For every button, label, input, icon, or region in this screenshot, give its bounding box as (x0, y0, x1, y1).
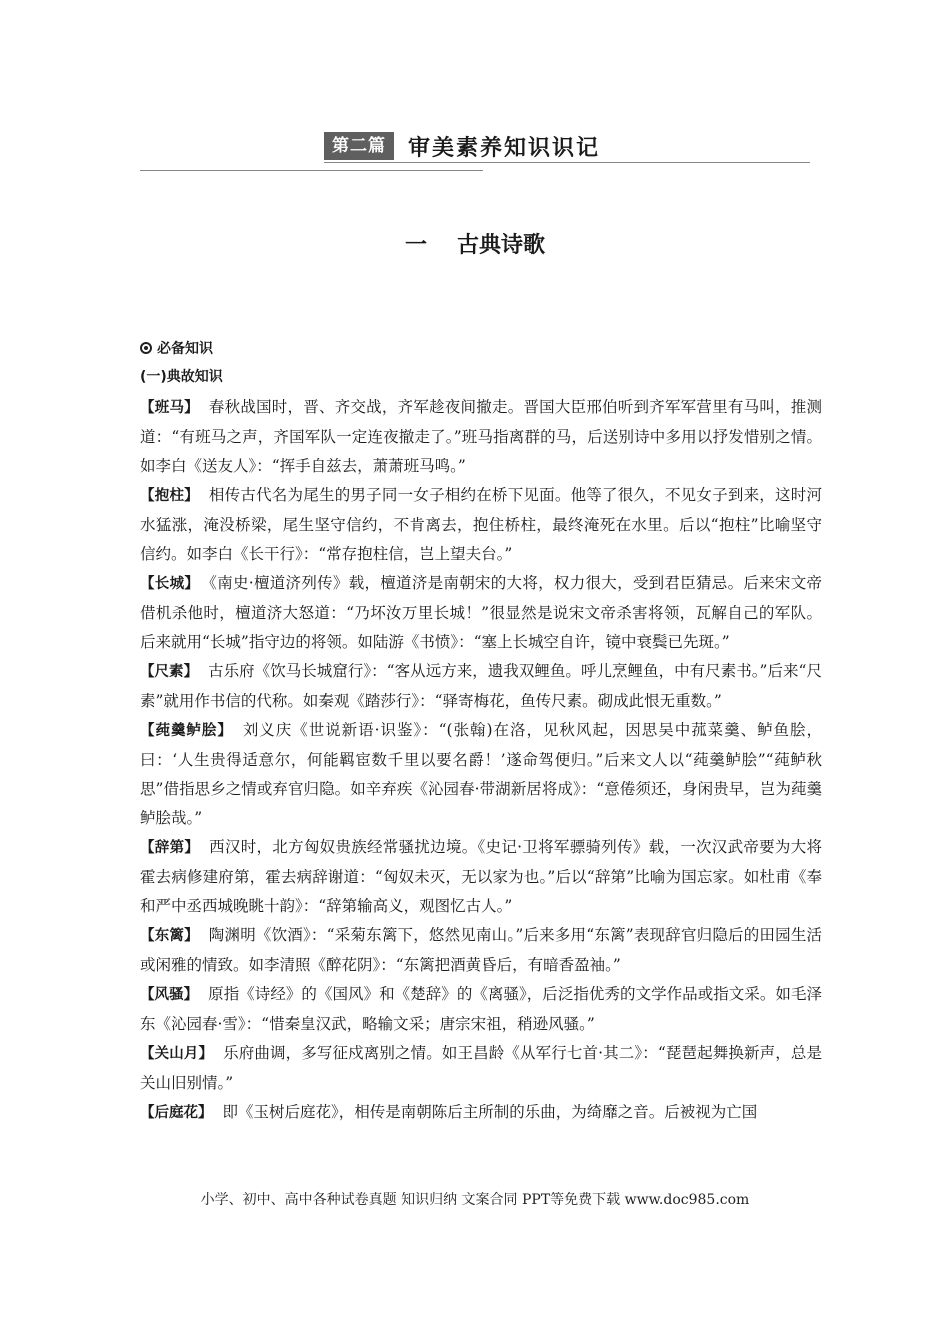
entry-text: 乐府曲调，多写征戍离别之情。如王昌龄《从军行七首·其二》：“琵琶起舞换新声，总是关山旧别情。” (140, 1044, 823, 1092)
must-know-label: 必备知识 (157, 341, 213, 357)
entry-houtinghua (140, 1098, 822, 1128)
header-rule-right (324, 162, 810, 163)
entry-term: 【风骚】 (140, 987, 199, 1003)
bullet-circle-icon (140, 342, 152, 354)
entry-text: 西汉时，北方匈奴贵族经常骚扰边境。《史记·卫将军骠骑列传》载，一次汉武帝要为大将霍去病修建府第，霍去病辞谢道：“匈奴未灭，无以家为也。”后以“辞第”比喻为国忘家。如杜甫《奉和严中丞西城晚眺十韵》：“辞第输高义，观图忆古人。” (140, 838, 823, 915)
entry-banma (140, 393, 822, 481)
subheading: (一)典故知识 (140, 369, 223, 385)
entry-term: 【长城】 (140, 576, 200, 592)
entry-fengsao (140, 980, 822, 1039)
entry-chisu (140, 657, 822, 716)
part-header (324, 131, 600, 161)
entry-term: 【关山月】 (140, 1046, 214, 1062)
entry-term: 【尺素】 (140, 664, 199, 680)
entry-term: 【莼羹鲈脍】 (140, 723, 233, 739)
entry-chungeng-lukuai (140, 716, 822, 833)
section-title (0, 228, 950, 259)
entry-text: 春秋战国时，晋、齐交战，齐军趁夜间撤走。晋国大臣邢伯听到齐军军营里有马叫，推测道：“有班马之声，齐国军队一定连夜撤走了。”班马指离群的马，后送别诗中多用以抒发惜别之情。如李白《送友人》：“挥手自兹去，萧萧班马鸣。” (140, 398, 822, 475)
footer-text: 小学、初中、高中各种试卷真题 知识归纳 文案合同 PPT等免费下载 www.doc985.com (200, 1192, 750, 1208)
entry-text: 古乐府《饮马长城窟行》：“客从远方来，遗我双鲤鱼。呼儿烹鲤鱼，中有尺素书。”后来“尺素”就用作书信的代称。如秦观《踏莎行》：“驿寄梅花，鱼传尺素。砌成此恨无重数。” (140, 662, 822, 710)
entry-term: 【抱柱】 (140, 488, 199, 504)
entry-text: 即《玉树后庭花》，相传是南朝陈后主所制的乐曲，为绮靡之音。后被视为亡国 (222, 1103, 758, 1121)
entry-text: 原指《诗经》的《国风》和《楚辞》的《离骚》，后泛指优秀的文学作品或指文采。如毛泽东《沁园春·雪》：“惜秦皇汉武，略输文采；唐宗宋祖，稍逊风骚。” (140, 985, 822, 1033)
entry-term: 【东篱】 (140, 928, 199, 944)
entry-list (140, 393, 822, 1128)
entry-guanshanyue (140, 1039, 822, 1098)
section-title-text: 古典诗歌 (457, 233, 546, 258)
entry-baozhu (140, 481, 822, 569)
header-rule-left (140, 170, 483, 171)
part-tag: 第二篇 (324, 132, 394, 160)
entry-term: 【辞第】 (140, 840, 200, 856)
section-number: 一 (404, 233, 427, 258)
must-know-heading (140, 338, 213, 358)
entry-dongli (140, 921, 822, 980)
part-title: 审美素养知识识记 (408, 135, 601, 161)
entry-text: 陶渊明《饮酒》：“采菊东篱下，悠然见南山。”后来多用“东篱”表现辞官归隐后的田园生活或闲雅的情致。如李清照《醉花阴》：“东篱把酒黄昏后，有暗香盈袖。” (140, 926, 823, 974)
entry-cidi (140, 833, 822, 921)
entry-term: 【班马】 (140, 400, 199, 416)
entry-text: 《南史·檀道济列传》载，檀道济是南朝宋的大将，权力很大，受到君臣猜忌。后来宋文帝借机杀他时，檀道济大怒道：“乃坏汝万里长城！”很显然是说宋文帝杀害将领，瓦解自己的军队。后来就用“长城”指守边的将领。如陆游《书愤》：“塞上长城空自许，镜中衰鬓已先斑。” (140, 574, 823, 651)
entry-text: 刘义庆《世说新语·识鉴》：“(张翰)在洛，见秋风起，因思吴中菰菜羹、鲈鱼脍，曰：‘人生贵得适意尔，何能羁宦数千里以要名爵！’遂命驾便归。”后来文人以“莼羹鲈脍”“莼鲈秋思”借指思乡之情或弃官归隐。如辛弃疾《沁园春·带湖新居将成》：“意倦须还，身闲贵早，岂为莼羹鲈脍哉。” (140, 721, 822, 827)
entry-changcheng (140, 569, 822, 657)
entry-term: 【后庭花】 (140, 1105, 213, 1121)
entry-text: 相传古代名为尾生的男子同一女子相约在桥下见面。他等了很久，不见女子到来，这时河水猛涨，淹没桥梁，尾生坚守信约，不肯离去，抱住桥柱，最终淹死在水里。后以“抱柱”比喻坚守信约。如李白《长干行》：“常存抱柱信，岂上望夫台。” (140, 486, 822, 563)
